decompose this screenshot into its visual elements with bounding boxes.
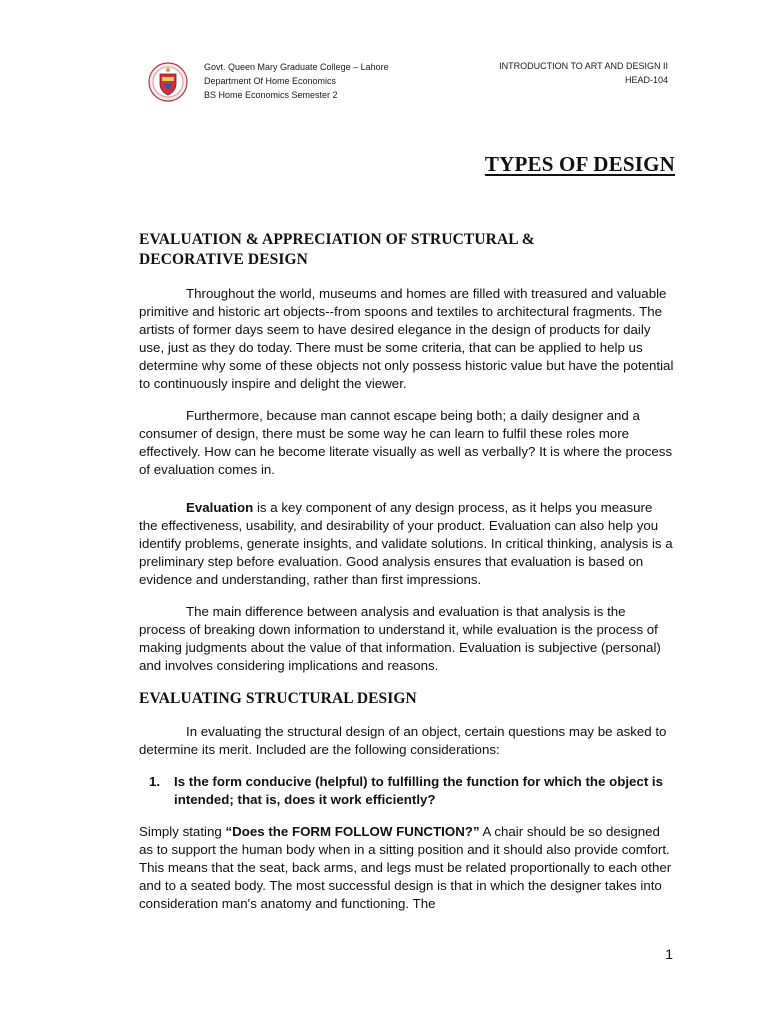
course-title: INTRODUCTION TO ART AND DESIGN II <box>499 61 668 71</box>
institution-block <box>204 60 389 102</box>
institution-name: Govt. Queen Mary Graduate College – Lahore <box>204 62 389 72</box>
form-function-prefix: Simply stating <box>139 824 226 839</box>
course-block <box>499 59 668 87</box>
page-title: TYPES OF DESIGN <box>484 152 675 176</box>
course-code: HEAD-104 <box>624 75 668 85</box>
evaluation-term: Evaluation <box>186 500 254 515</box>
considerations-list <box>139 773 674 809</box>
paragraph-evaluation-definition <box>139 499 674 589</box>
evaluation-definition-text: is a key component of any design process, as it helps you measure the effectiveness, usability, and desirability of your product. Evaluation can also help you identify problems, generate insights, and validate solutions. In critical thinking, analysis is a preliminary step before evaluation. Good analysis ensures that evaluation is based on evidence and understanding, rather than first impressions. <box>139 500 673 587</box>
paragraph-designer-consumer: Furthermore, because man cannot escape being both; a daily designer and a consumer of design, there must be some way he can learn to fulfil these roles more effectively. How can he become literate visually as well as verbally? It is where the process of evaluation comes in. <box>139 408 673 477</box>
list-item-number: 1. <box>149 774 161 789</box>
program-semester: BS Home Economics Semester 2 <box>204 90 338 100</box>
form-function-text: A chair should be so designed as to support the human body when in a sitting position and it should also provide comfort. This means that the seat, back arms, and legs must be related proportionally to each other and to a seated body. The most successful design is that in which the designer takes into consideration man's anatomy and functioning. The <box>139 824 672 911</box>
section-heading-evaluation <box>139 230 674 270</box>
paragraph-form-follows-function <box>139 823 674 913</box>
college-crest-logo <box>148 62 188 102</box>
paragraph-analysis-vs-evaluation: The main difference between analysis and evaluation is that analysis is the process of breaking down information to understand it, while evaluation is the process of making judgments about the value of that information. Evaluation is subjective (personal) and involves considering implications and reasons. <box>139 604 661 673</box>
paragraph-museums: Throughout the world, museums and homes are filled with treasured and valuable primitive and historic art objects--from spoons and textiles to architectural fragments. The artists of former days seem to have desired elegance in the design of products for daily use, just as they do today. There must be some criteria, that can be applied to help us determine why some of these objects not only possess historic value but have the potential to continuously inspire and delight the viewer. <box>139 286 674 391</box>
department-name: Department Of Home Economics <box>204 76 337 86</box>
section-heading-line-1: EVALUATION & APPRECIATION OF STRUCTURAL & <box>139 231 535 248</box>
document-body <box>139 230 674 913</box>
paragraph-structural-intro: In evaluating the structural design of an object, certain questions may be asked to determine its merit. Included are the following considerations: <box>139 724 667 757</box>
section-heading-structural: EVALUATING STRUCTURAL DESIGN <box>139 690 417 707</box>
page-number: 1 <box>665 946 673 962</box>
section-heading-line-2: DECORATIVE DESIGN <box>139 251 308 268</box>
list-item-text: Is the form conducive (helpful) to fulfilling the function for which the object is intended; that is, does it work efficiently? <box>174 774 664 807</box>
list-item <box>139 773 674 809</box>
form-function-quote: “Does the FORM FOLLOW FUNCTION?” <box>225 824 480 839</box>
